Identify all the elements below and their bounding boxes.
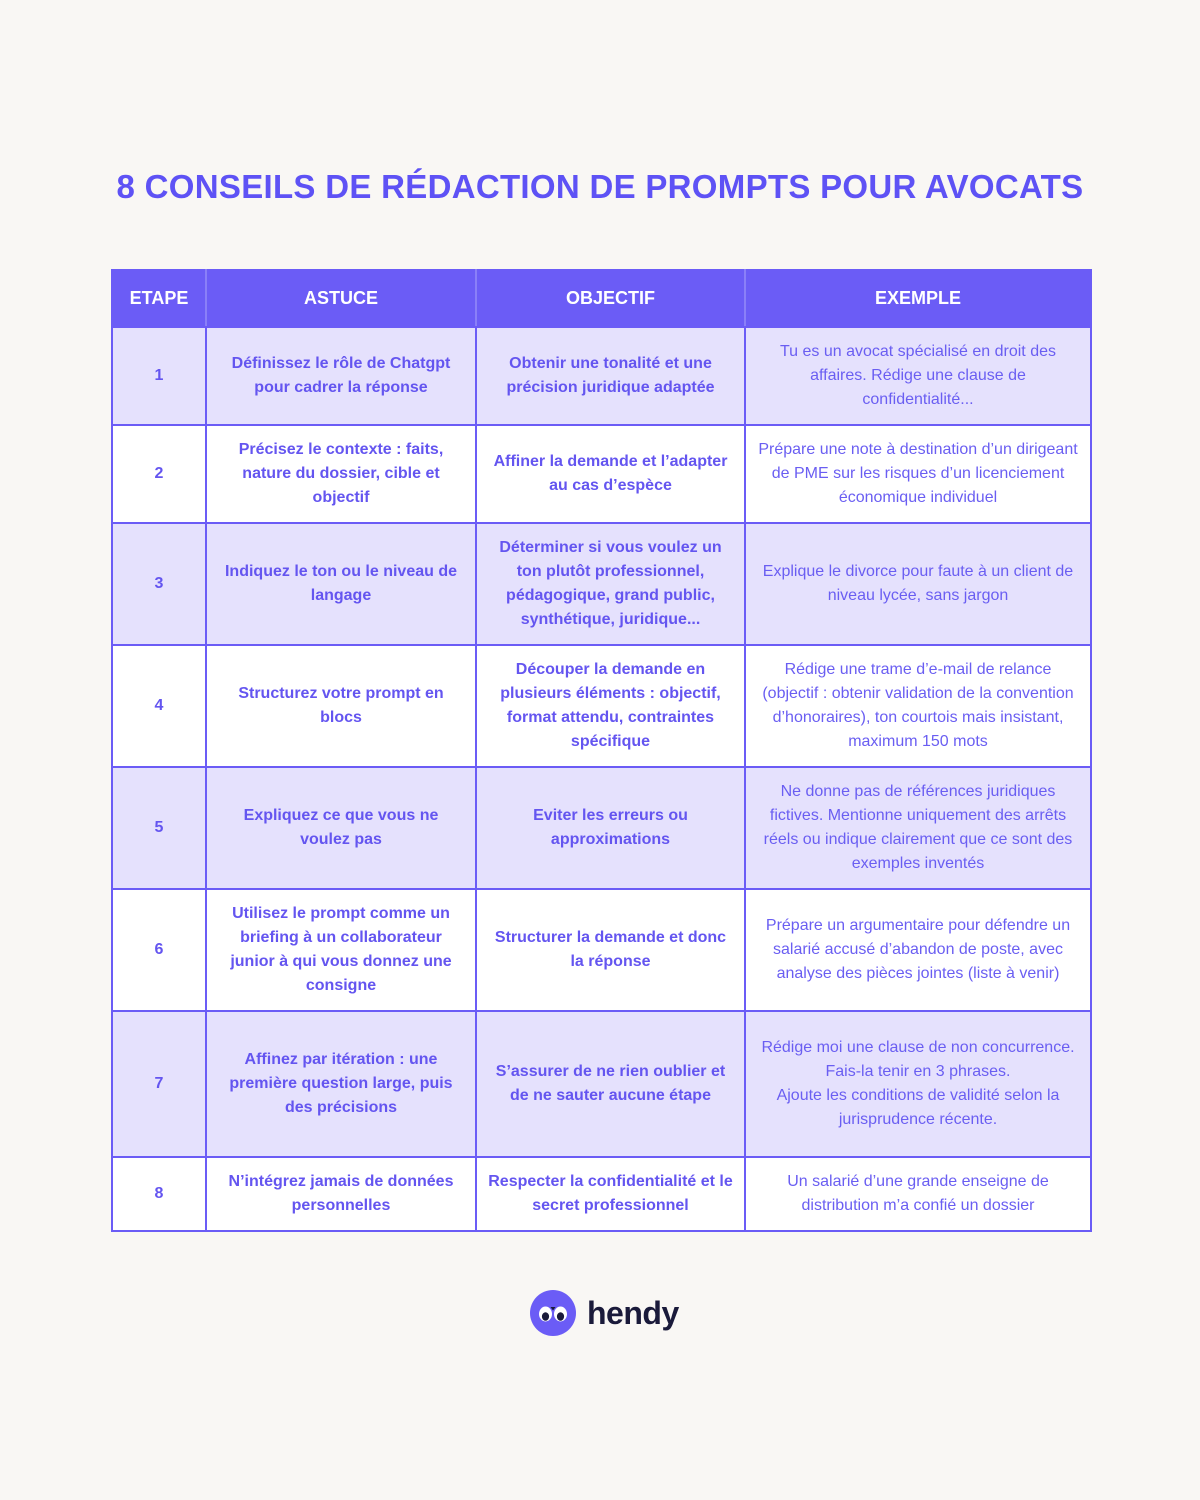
etape-cell: 3: [112, 523, 206, 645]
owl-face-icon: [530, 1290, 576, 1336]
brand-footer: [530, 1290, 679, 1336]
exemple-cell: Explique le divorce pour faute à un client de niveau lycée, sans jargon: [745, 523, 1091, 645]
etape-cell: 4: [112, 645, 206, 767]
astuce-cell: Structurez votre prompt en blocs: [206, 645, 476, 767]
objectif-cell: Obtenir une tonalité et une précision juridique adaptée: [476, 327, 745, 425]
etape-cell: 5: [112, 767, 206, 889]
astuce-cell: Expliquez ce que vous ne voulez pas: [206, 767, 476, 889]
etape-cell: 1: [112, 327, 206, 425]
table-row: [112, 523, 1091, 645]
astuce-cell: N’intégrez jamais de données personnelles: [206, 1157, 476, 1231]
exemple-cell: [745, 1011, 1091, 1157]
exemple-cell: Rédige une trame d’e-mail de relance (objectif : obtenir validation de la convention d’honoraires), ton courtois mais insistant, maximum 150 mots: [745, 645, 1091, 767]
exemple-cell: Tu es un avocat spécialisé en droit des affaires. Rédige une clause de confidentialité...: [745, 327, 1091, 425]
exemple-line: Ajoute les conditions de validité selon la jurisprudence récente.: [776, 1087, 1060, 1128]
table-row: [112, 767, 1091, 889]
objectif-cell: Déterminer si vous voulez un ton plutôt professionnel, pédagogique, grand public, synthétique, juridique...: [476, 523, 745, 645]
table-row: [112, 425, 1091, 523]
astuce-cell: Utilisez le prompt comme un briefing à un collaborateur junior à qui vous donnez une consigne: [206, 889, 476, 1011]
etape-cell: 2: [112, 425, 206, 523]
objectif-cell: S’assurer de ne rien oublier et de ne sauter aucune étape: [476, 1011, 745, 1157]
exemple-line: Rédige moi une clause de non concurrence.: [761, 1039, 1075, 1056]
header-etape: ETAPE: [112, 270, 206, 327]
etape-cell: 7: [112, 1011, 206, 1157]
objectif-cell: Structurer la demande et donc la réponse: [476, 889, 745, 1011]
objectif-cell: Eviter les erreurs ou approximations: [476, 767, 745, 889]
objectif-cell: Affiner la demande et l’adapter au cas d’espèce: [476, 425, 745, 523]
etape-cell: 8: [112, 1157, 206, 1231]
header-exemple: EXEMPLE: [745, 270, 1091, 327]
header-objectif: OBJECTIF: [476, 270, 745, 327]
etape-cell: 6: [112, 889, 206, 1011]
astuce-cell: Définissez le rôle de Chatgpt pour cadrer la réponse: [206, 327, 476, 425]
header-astuce: ASTUCE: [206, 270, 476, 327]
exemple-line: Fais-la tenir en 3 phrases.: [825, 1063, 1011, 1080]
table-header-row: [112, 270, 1091, 327]
tips-table: [111, 269, 1092, 1232]
page-title: 8 CONSEILS DE RÉDACTION DE PROMPTS POUR AVOCATS: [116, 168, 1084, 205]
astuce-cell: Précisez le contexte : faits, nature du dossier, cible et objectif: [206, 425, 476, 523]
table-row: [112, 889, 1091, 1011]
table-row: [112, 1011, 1091, 1157]
exemple-cell: Prépare un argumentaire pour défendre un salarié accusé d’abandon de poste, avec analyse des pièces jointes (liste à venir): [745, 889, 1091, 1011]
table-row: [112, 327, 1091, 425]
exemple-cell: Un salarié d’une grande enseigne de distribution m’a confié un dossier: [745, 1157, 1091, 1231]
exemple-cell: Ne donne pas de références juridiques fictives. Mentionne uniquement des arrêts réels ou indique clairement que ce sont des exemples inventés: [745, 767, 1091, 889]
objectif-cell: Découper la demande en plusieurs éléments : objectif, format attendu, contraintes spécifique: [476, 645, 745, 767]
table-row: [112, 1157, 1091, 1231]
objectif-cell: Respecter la confidentialité et le secret professionnel: [476, 1157, 745, 1231]
table-row: [112, 645, 1091, 767]
astuce-cell: Affinez par itération : une première question large, puis des précisions: [206, 1011, 476, 1157]
exemple-cell: Prépare une note à destination d’un dirigeant de PME sur les risques d’un licenciement économique individuel: [745, 425, 1091, 523]
brand-name: hendy: [587, 1294, 679, 1331]
astuce-cell: Indiquez le ton ou le niveau de langage: [206, 523, 476, 645]
